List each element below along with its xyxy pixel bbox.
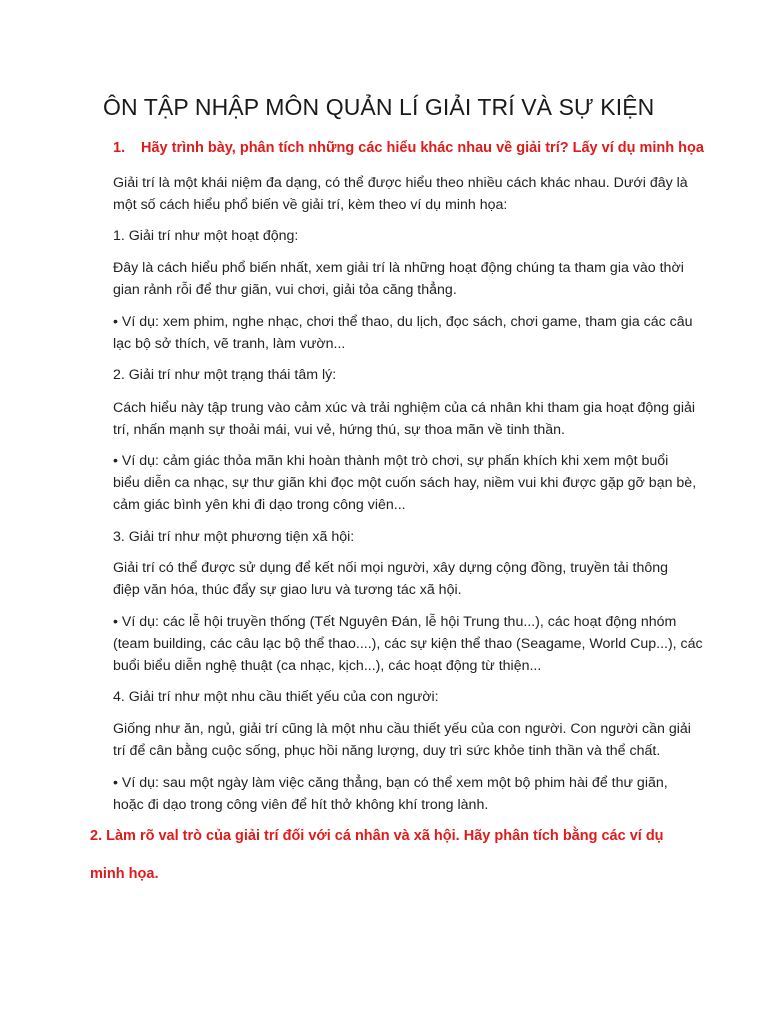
- text-line: lạc bộ sở thích, vẽ tranh, làm vườn...: [113, 336, 346, 352]
- document-title: ÔN TẬP NHẬP MÔN QUẢN LÍ GIẢI TRÍ VÀ SỰ KIỆN: [103, 94, 655, 120]
- example-item-4: [113, 772, 693, 816]
- text-line: hoặc đi dạo trong công viên để hít thở không khí trong lành.: [113, 797, 489, 813]
- text-line: • Ví dụ: cảm giác thỏa mãn khi hoàn thành một trò chơi, sự phấn khích khi xem một buổi: [113, 453, 669, 469]
- text-line: (team building, các câu lạc bộ thể thao....), các sự kiện thể thao (Seagame, World Cup...), các: [113, 636, 703, 652]
- text-line: biểu diễn ca nhạc, sự thư giãn khi đọc một cuốn sách hay, niềm vui khi được gặp gỡ bạn bè,: [113, 475, 697, 491]
- question-1-heading: [113, 140, 704, 156]
- example-item-3: [113, 611, 713, 677]
- text-line: 3. Giải trí như một phương tiện xã hội:: [113, 529, 355, 545]
- example-item-1: [113, 311, 693, 355]
- question-1-text: Hãy trình bày, phân tích những các hiểu khác nhau về giải trí? Lấy ví dụ minh họa: [141, 140, 704, 156]
- text-line: • Ví dụ: sau một ngày làm việc căng thẳng, bạn có thể xem một bộ phim hài để thư giãn,: [113, 775, 668, 791]
- text-line: Cách hiểu này tập trung vào cảm xúc và trải nghiệm của cá nhân khi tham gia hoạt động giải: [113, 400, 696, 416]
- text-line: Giải trí là một khái niệm đa dạng, có thể được hiểu theo nhiều cách khác nhau. Dưới đây là: [113, 175, 688, 191]
- paragraph-item-1: [113, 257, 693, 301]
- heading-item-2: [113, 364, 693, 386]
- text-line: minh họa.: [90, 866, 159, 882]
- text-line: một số cách hiểu phổ biến về giải trí, kèm theo ví dụ minh họa:: [113, 197, 508, 213]
- example-item-2: [113, 450, 697, 516]
- paragraph-item-3: [113, 557, 693, 601]
- question-2-heading: [90, 817, 690, 893]
- text-line: trí, nhấn mạnh sự thoải mái, vui vẻ, hứng thú, sự thoa mãn về tinh thần.: [113, 422, 565, 438]
- heading-item-1: [113, 225, 693, 247]
- paragraph-item-4: [113, 718, 693, 762]
- text-line: điệp văn hóa, thúc đẩy sự giao lưu và tương tác xã hội.: [113, 582, 462, 598]
- paragraph-intro: [113, 172, 693, 216]
- text-line: 2. Giải trí như một trạng thái tâm lý:: [113, 367, 337, 383]
- text-line: cảm giác bình yên khi đi dạo trong công viên...: [113, 497, 406, 513]
- text-line: Giải trí có thể được sử dụng để kết nối mọi người, xây dựng cộng đồng, truyền tải thông: [113, 560, 669, 576]
- text-line: gian rảnh rỗi để thư giãn, vui chơi, giải tỏa căng thẳng.: [113, 282, 457, 298]
- heading-item-4: [113, 686, 693, 708]
- text-line: buổi biểu diễn nghệ thuật (ca nhạc, kịch...), các hoạt động từ thiện...: [113, 658, 542, 674]
- text-line: • Ví dụ: các lễ hội truyền thống (Tết Nguyên Đán, lễ hội Trung thu...), các hoạt động nhóm: [113, 614, 677, 630]
- paragraph-item-2: [113, 397, 696, 441]
- text-line: Đây là cách hiểu phổ biến nhất, xem giải trí là những hoạt động chúng ta tham gia vào thời: [113, 260, 684, 276]
- heading-item-3: [113, 526, 693, 548]
- text-line: trí để cân bằng cuộc sống, phục hồi năng lượng, duy trì sức khỏe tinh thần và thể chất.: [113, 743, 661, 759]
- text-line: 1. Giải trí như một hoạt động:: [113, 228, 299, 244]
- text-line: 2. Làm rõ val trò của giải trí đối với cá nhân và xã hội. Hãy phân tích bằng các ví dụ: [90, 828, 664, 844]
- text-line: 4. Giải trí như một nhu cầu thiết yếu của con người:: [113, 689, 439, 705]
- question-1-number: 1.: [113, 140, 126, 156]
- text-line: Giống như ăn, ngủ, giải trí cũng là một nhu cầu thiết yếu của con người. Con người cần giải: [113, 721, 691, 737]
- text-line: • Ví dụ: xem phim, nghe nhạc, chơi thể thao, du lịch, đọc sách, chơi game, tham gia các câu: [113, 314, 693, 330]
